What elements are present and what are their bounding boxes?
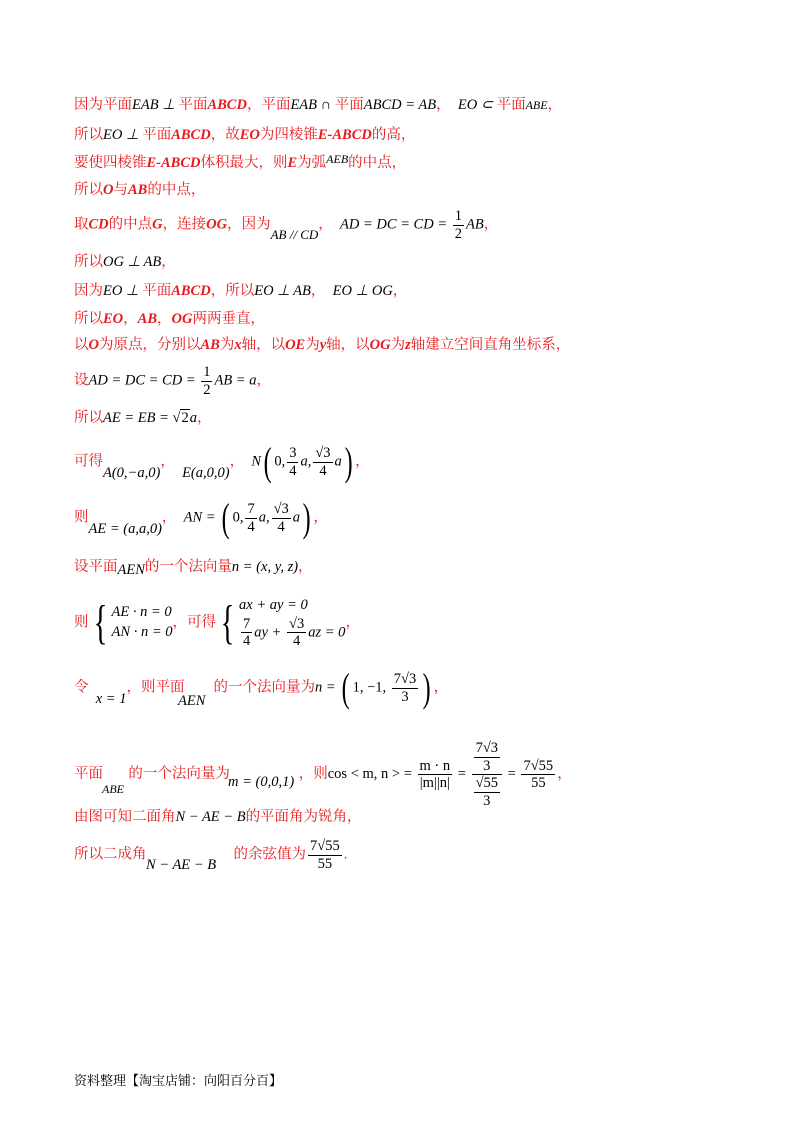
line-19: 所以二成角 的余弦值为 $\frac{7√55}{55}$ . — [74, 838, 348, 872]
line-2: 所以EO ⊥ 平面ABCD，故EO为四棱锥E-ABCD的高， — [74, 127, 416, 143]
fraction: $\frac{7√3}{3}$ — [393, 670, 417, 705]
fraction: $\frac{√3}{4}$ — [273, 500, 289, 535]
fraction: $\frac{√3}{4}$ — [315, 444, 331, 479]
fraction: $\frac{7√55}{55}$ — [523, 757, 554, 792]
line-12: 可得A(0,−a,0)， E(a,0,0)， N( 0, $\frac{3}{4}$ a, $\frac{√3}{4}$ a) ， — [74, 439, 370, 484]
line-14: 设平面AEN的一个法向量n = (x, y, z)， — [74, 559, 313, 578]
equation-system: ax + ay = 0 $\frac{7}{4}$ ay + $\frac{√3}{4}$ az = 0 — [239, 597, 346, 650]
fraction: $\frac{3}{4}$ — [289, 444, 297, 479]
line-16: 令 x = 1，则平面 的一个法向量为n = ( 1, −1, $\frac{7√3}{3}$ ) ， — [74, 665, 449, 710]
line-15: 则{ AE · n = 0 AN · n = 0 ，可得{ ax + ay = 0 $\frac{7}{4}$ ay + $\frac{√3}{4}$ az = 0 ， — [74, 595, 360, 650]
line-10: 设AD = DC = CD = $\frac{1}{2}$ AB = a， — [74, 364, 271, 398]
fraction: $\frac{1}{2}$ — [454, 208, 462, 242]
line-19-sub: N − AE − B — [146, 857, 217, 873]
fraction: $\frac{1}{2}$ — [203, 364, 211, 398]
line-9: 以O为原点，分别以AB为x轴，以OE为y轴，以OG为z轴建立空间直角坐标系， — [74, 337, 571, 353]
line-8: 所以EO，AB，OG两两垂直， — [74, 311, 265, 327]
line-16-sub: AEN — [178, 693, 206, 709]
line-5: 取CD的中点G，连接OG，因为AB // CD， AD = DC = CD = $\frac{1}{2}$ AB， — [74, 208, 499, 242]
fraction: $\frac{\frac{7√3}{3}}{\frac{√55}{3}}$ — [472, 740, 502, 810]
line-1: 因为平面EAB ⊥ 平面ABCD，平面EAB ∩ 平面ABCD = AB， EO ⊂ 平面ABE， — [74, 97, 563, 113]
line-6: 所以OG ⊥ AB， — [74, 254, 176, 270]
line-13: 则AE = (a,a,0)， AN = ( 0, $\frac{7}{4}$ a, $\frac{√3}{4}$ a) ， — [74, 495, 328, 540]
fraction: $\frac{7√55}{55}$ — [310, 838, 340, 872]
line-18: 由图可知二面角N − AE − B的平面角为锐角， — [74, 809, 362, 825]
line-7: 因为EO ⊥ 平面ABCD，所以EO ⊥ AB， EO ⊥ OG， — [74, 283, 408, 299]
line-3: 要使四棱锥E-ABCD体积最大，则E为弧$^{AEB}$的中点， — [74, 152, 407, 171]
sqrt: √2 — [172, 410, 189, 426]
fraction: $\frac{m \cdot n}{|m||n|}$ — [419, 757, 451, 792]
footer-source: 资料整理【淘宝店铺：向阳百分百】 — [74, 1073, 283, 1088]
line-17-sub-b: ABE — [102, 782, 124, 796]
fraction: $\frac{7}{4}$ — [247, 500, 255, 535]
line-11: 所以AE = EB = √2a， — [74, 410, 212, 426]
equation-system: AE · n = 0 AN · n = 0 — [111, 604, 173, 640]
line-17: 平面 的一个法向量为 ，则cos < m, n > = $\frac{m \cdot n}{|m||n|}$ = $\frac{\frac{7√3}{3}}{\frac{√55}{3}}$ = $\frac{7√55}{55}$ ， — [74, 740, 572, 810]
line-4: 所以O与AB的中点， — [74, 182, 206, 198]
line-17-sub-d: m = (0,0,1) — [228, 774, 295, 790]
